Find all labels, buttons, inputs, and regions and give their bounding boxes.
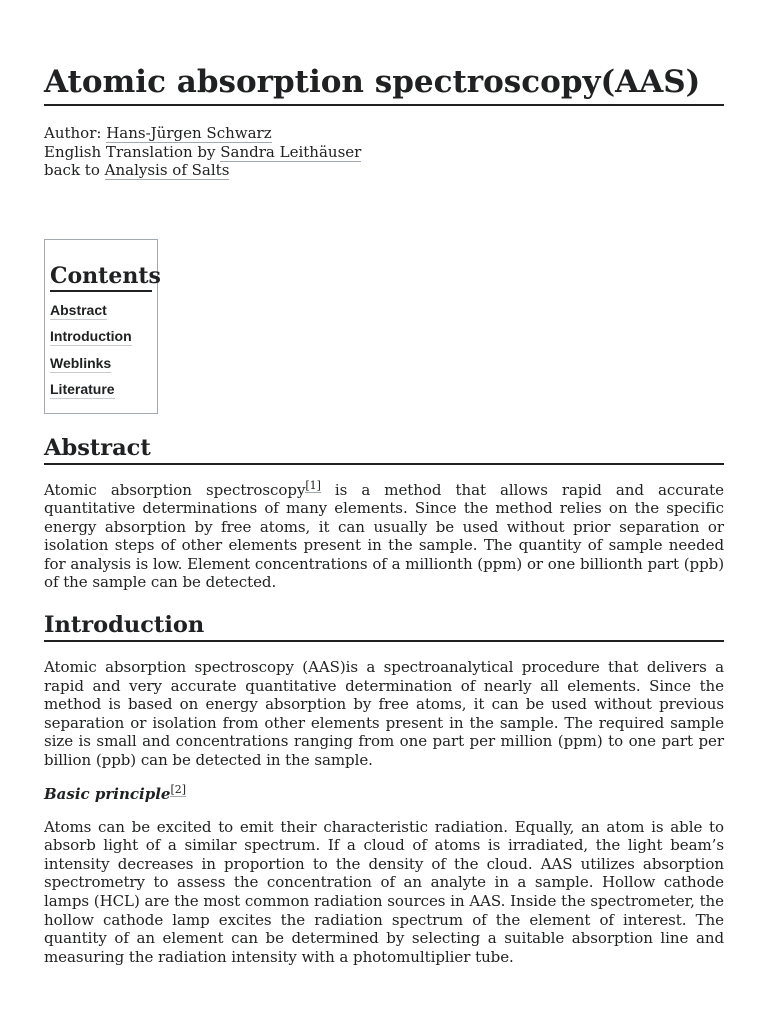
introduction-heading: Introduction	[44, 610, 724, 642]
abstract-heading: Abstract	[44, 433, 724, 465]
back-line	[44, 161, 724, 180]
toc-item-abstract[interactable]: Abstract	[50, 301, 107, 318]
translation-prefix: English Translation by	[44, 142, 221, 161]
author-link[interactable]: Hans-Jürgen Schwarz	[106, 124, 272, 142]
page-title: Atomic absorption spectroscopy(AAS)	[44, 62, 724, 106]
translator-link[interactable]: Sandra Leithäuser	[220, 142, 362, 161]
author-line	[44, 124, 724, 143]
basic-principle-paragraph: Atoms can be excited to emit their characteristic radiation. Equally, an atom is able to absorb light of a similar spectrum. If a cloud of atoms is irradiated, the light beam’s intensity decreases in proportion to the density of the cloud. AAS utilizes absorption spectrometry to assess the concentration of an analyte in a sample. Hollow cathode lamps (HCL) are the most common radiation sources in AAS. Inside the spectrometer, the hollow cathode lamp excites the radiation spectrum of the element of interest. The quantity of an element can be determined by selecting a suitable absorption line and measuring the radiation intensity with a photomultiplier tube.	[44, 817, 724, 966]
introduction-paragraph: Atomic absorption spectroscopy (AAS)is a spectroanalytical procedure that delivers a rapid and very accurate quantitative determination of nearly all elements. Since the method is based on energy absorption by free atoms, it can be used without previous separation or isolation from other elements present in the sample. The required sample size is small and concentrations ranging from one part per million (ppm) to one part per billion (ppb) can be detected in the sample.	[44, 658, 724, 770]
table-of-contents	[44, 239, 161, 414]
toc-item-introduction[interactable]: Introduction	[50, 328, 132, 344]
back-link[interactable]: Analysis of Salts	[104, 161, 230, 179]
translation-line	[44, 143, 724, 162]
toc-list	[50, 297, 152, 403]
author-prefix: Author:	[44, 124, 107, 142]
article	[44, 0, 724, 966]
abstract-text-rest: is a method that allows rapid and accurate quantitative determinations of many elements. Since the method relies on the specific energy absorption by free atoms, it can usually be used without prior separation or isolation steps of other elements present in the sample. The quantity of sample needed for analysis is low. Element concentrations of a millionth (ppm) or one billionth part (ppb) of the sample can be detected.	[44, 480, 724, 592]
reference-2[interactable]: [2]	[170, 782, 187, 796]
toc-item-literature[interactable]: Literature	[50, 381, 115, 397]
toc-title: Contents	[50, 262, 152, 292]
article-meta	[44, 124, 724, 180]
toc-item-weblinks[interactable]: Weblinks	[50, 354, 112, 371]
back-prefix: back to	[44, 161, 105, 179]
basic-principle-label: Basic principle	[44, 784, 171, 803]
abstract-text-start: Atomic absorption spectroscopy	[44, 480, 306, 499]
abstract-paragraph	[44, 478, 724, 593]
reference-1[interactable]: [1]	[305, 478, 321, 492]
basic-principle-heading	[44, 784, 724, 804]
